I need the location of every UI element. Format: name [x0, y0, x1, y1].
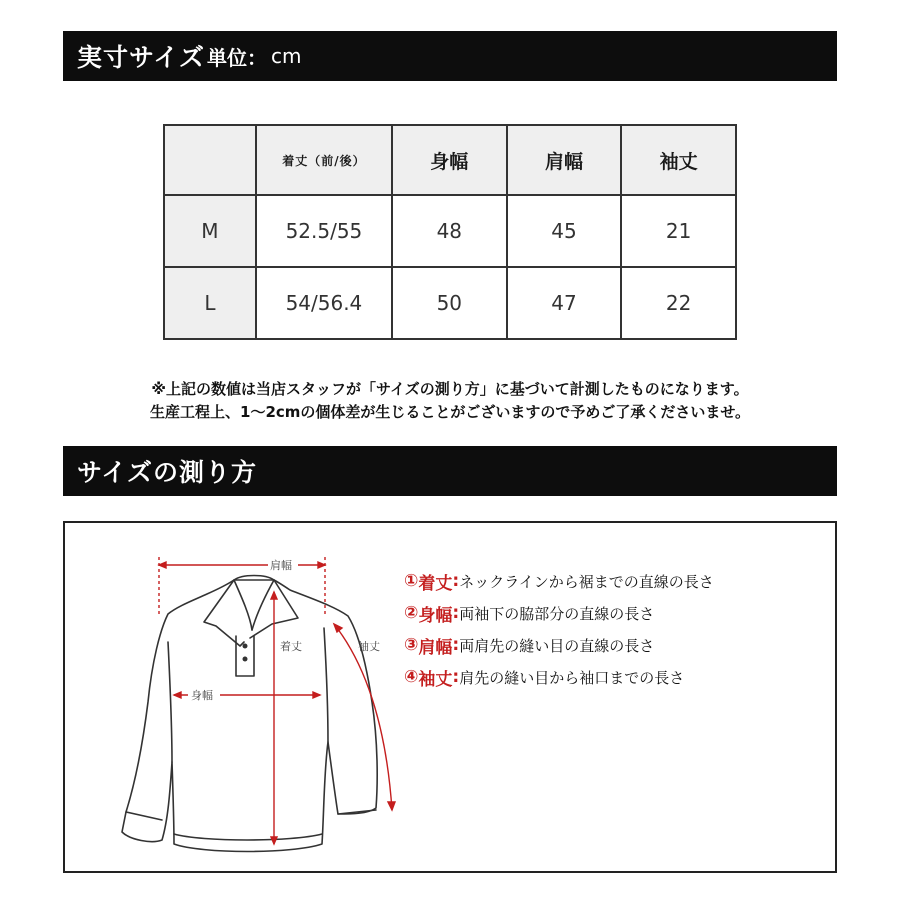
legend-number: ③ [404, 635, 419, 655]
table-cell: 45 [507, 195, 622, 267]
table-header-shoulder: 肩幅 [507, 125, 622, 195]
table-cell: 54/56.4 [256, 267, 392, 339]
size-header-title: 実寸サイズ [77, 43, 206, 72]
table-cell: 50 [392, 267, 507, 339]
arrow-down-icon [388, 802, 395, 810]
size-header-unit-label: 単位： [207, 45, 268, 70]
legend-number: ② [404, 603, 419, 623]
arrow-down-icon [271, 837, 277, 844]
howto-header-banner [63, 446, 837, 496]
legend-term: 身幅 [418, 605, 453, 626]
length-label: 着丈 [280, 640, 302, 653]
legend-description: 肩先の縫い目から袖口までの長さ [459, 668, 685, 687]
arrow-right-icon [318, 562, 325, 568]
legend-description: ネックラインから裾までの直線の長さ [459, 572, 714, 591]
legend-term: 着丈 [418, 573, 453, 594]
diagram-labels [188, 558, 380, 702]
legend-item-sleeve: ④ 袖丈 : 肩先の縫い目から袖口までの長さ [404, 661, 714, 693]
table-cell: 22 [621, 267, 736, 339]
table-cell: 52.5/55 [256, 195, 392, 267]
size-table [163, 124, 737, 340]
size-header-banner [63, 31, 837, 81]
measurement-note-line-1: ※上記の数値は当店スタッフが「サイズの測り方」に基づいて計測したものになります。 [151, 380, 749, 398]
shoulder-label: 肩幅 [270, 559, 292, 572]
table-row [164, 195, 736, 267]
legend-term: 袖丈 [418, 669, 453, 690]
arrow-up-icon [271, 592, 277, 599]
measurement-note-line-2: 生産工程上、1〜2cmの個体差が生じることがございますので予めご了承くださいませ。 [150, 403, 750, 421]
table-header-sleeve: 袖丈 [621, 125, 736, 195]
legend-number: ① [404, 571, 419, 591]
legend-item-width: ② 身幅 : 両袖下の脇部分の直線の長さ [404, 597, 714, 629]
table-cell: 48 [392, 195, 507, 267]
measurement-legend [404, 565, 714, 693]
arrow-left-icon [174, 692, 181, 698]
button-dot [243, 644, 248, 649]
legend-number: ④ [404, 667, 419, 687]
legend-description: 両袖下の脇部分の直線の長さ [459, 604, 655, 623]
arrow-left-icon [159, 562, 166, 568]
table-row-size: M [164, 195, 256, 267]
table-row-size: L [164, 267, 256, 339]
legend-description: 両肩先の縫い目の直線の長さ [459, 636, 655, 655]
width-label: 身幅 [191, 689, 213, 702]
table-header-width: 身幅 [392, 125, 507, 195]
shirt-outline [122, 576, 377, 852]
table-header-blank [164, 125, 256, 195]
button-dot [243, 657, 248, 662]
legend-item-length: ① 着丈 : ネックラインから裾までの直線の長さ [404, 565, 714, 597]
table-cell: 47 [507, 267, 622, 339]
table-cell: 21 [621, 195, 736, 267]
arrow-up-icon [334, 624, 342, 632]
sleeve-label: 袖丈 [358, 640, 380, 653]
size-header-unit: cm [271, 44, 302, 68]
arrow-right-icon [313, 692, 320, 698]
table-header-length: 着丈（前/後） [256, 125, 392, 195]
legend-item-shoulder: ③ 肩幅 : 両肩先の縫い目の直線の長さ [404, 629, 714, 661]
legend-term: 肩幅 [418, 637, 453, 658]
howto-header-title: サイズの測り方 [77, 458, 258, 487]
shirt-buttons [243, 644, 248, 662]
table-row [164, 267, 736, 339]
table-header-row [164, 125, 736, 195]
